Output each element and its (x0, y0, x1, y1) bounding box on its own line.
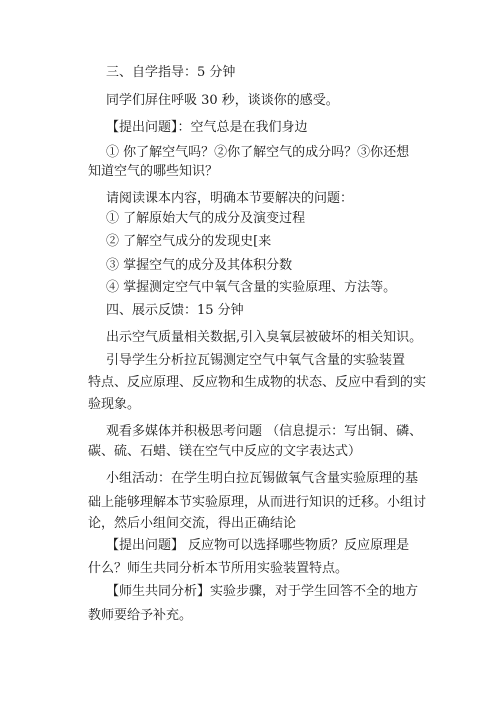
analysis-heading: 【师生共同分析】实验步骤，对于学生回答不全的地方 (106, 584, 419, 599)
list-item: ① 了解原始大气的成分及演变过程 (106, 211, 306, 226)
paragraph-line: 碳、硫、石蜡、镁在空气中反应的文字表达式） (88, 444, 362, 459)
paragraph-line: 论，然后小组间交流，得出正确结论 (88, 516, 297, 531)
paragraph-line: 小组活动：在学生明白拉瓦锡做氧气含量实验原理的基 (106, 471, 419, 486)
paragraph-line: 观看多媒体并积极思考问题 （信息提示：写出铜、磷、 (106, 424, 423, 439)
section-heading-feedback: 四、展示反馈：15 分钟 (106, 303, 244, 318)
paragraph-line: 出示空气质量相关数据,引入臭氧层被破坏的相关知识。 (106, 330, 423, 345)
paragraph-line: 引导学生分析拉瓦锡测定空气中氧气含量的实验装置 (106, 353, 406, 368)
paragraph-line: 特点、反应原理、反应物和生成物的状态、反应中看到的实 (88, 375, 427, 390)
paragraph-line: 验现象。 (88, 397, 141, 412)
paragraph-line: ① 你了解空气吗？②你了解空气的成分吗？③你还想 (106, 145, 410, 160)
question-heading: 【提出问题】 反应物可以选择哪些物质？反应原理是 (106, 538, 410, 553)
list-item: ② 了解空气成分的发现史[来 (106, 234, 272, 249)
paragraph-line: 请阅读课本内容，明确本节要解决的问题： (106, 191, 354, 206)
paragraph-line: 同学们屏住呼吸 30 秒，谈谈你的感受。 (106, 93, 339, 108)
paragraph-line: 什么？师生共同分析本节所用实验装置特点。 (88, 561, 349, 576)
list-item: ④ 掌握测定空气中氧气含量的实验原理、方法等。 (106, 280, 397, 295)
paragraph-line: 知道空气的哪些知识？ (88, 164, 219, 179)
section-heading-self-study: 三、自学指导：5 分钟 (106, 65, 236, 80)
list-item: ③ 掌握空气的成分及其体积分数 (106, 258, 293, 273)
paragraph-line: 教师要给予补充。 (88, 608, 193, 623)
paragraph-line: 础上能够理解本节实验原理，从而进行知识的迁移。小组讨 (88, 495, 427, 510)
question-heading: 【提出问题】：空气总是在我们身边 (106, 120, 308, 135)
